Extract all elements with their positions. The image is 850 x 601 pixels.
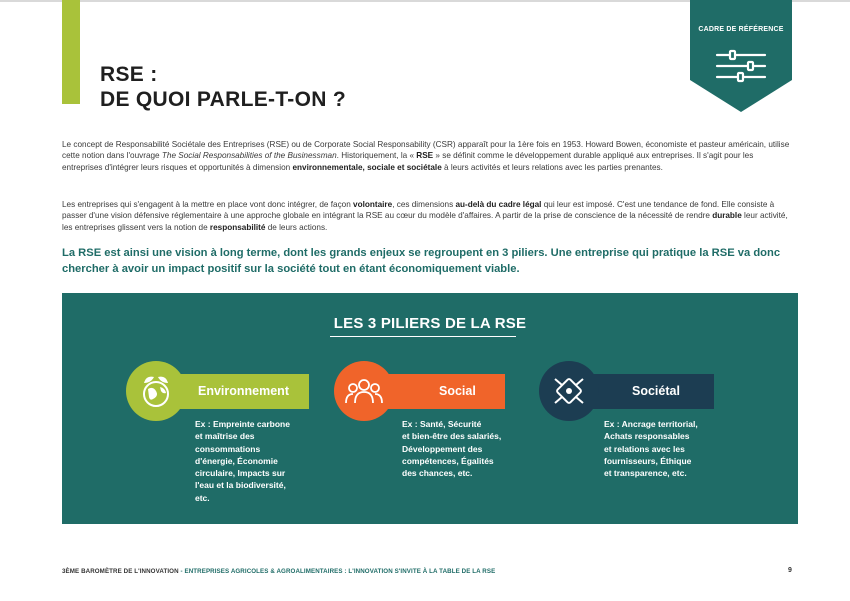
pillar-societal-desc: Ex : Ancrage territorial, Achats responsables et relations avec les fournisseurs, Éthique et transparence, etc. (604, 419, 698, 479)
intro-paragraph-2: Les entreprises qui s'engagent à la mettre en place vont donc intégrer, de façon volontaire, ces dimensions au-delà du cadre légal qui leur est imposé. C'est une tendance de fond. Elle consiste à passer d'une vision défensive réglementaire à une approche globale en intégrant la RSE au cœur du modèle d'affaires. A partir de la prise de conscience de la nécessité de rendre durable leur activité, les entreprises glissent vers la notion de responsabilité de leurs actions. (62, 200, 788, 232)
pillar-social-badge (334, 361, 394, 421)
pillars-title: LES 3 PILIERS DE LA RSE (333, 315, 527, 332)
page-number: 9 (788, 567, 792, 574)
footer-report-title: 3ÈME BAROMÈTRE DE L'INNOVATION (62, 568, 179, 575)
pillar-societal-label: Sociétal (632, 384, 680, 398)
intro-paragraph-1: Le concept de Responsabilité Sociétale des Entreprises (RSE) ou de Corporate Social Responsability (CSR) apparaît pour la 1ère fois en 1953. Howard Bowen, économiste et pasteur américain, utilise cette notion dans l'ouvrage The Social Responsabilities of the Businessman. Historiquement, la « RSE » se définit comme le développement durable appliqué aux entreprises. Il s'agit pour les entreprises d'intégrer leurs risques et opportunités à dimension environnementale, sociale et sociétale à leurs activités et leurs relations avec les parties prenantes. (62, 140, 790, 172)
page-title (100, 62, 346, 112)
pillar-social-label: Social (439, 384, 476, 398)
globe-leaves-icon (126, 361, 186, 421)
accent-bar (62, 0, 80, 104)
book-title: The Social Responsabilities of the Businessman (161, 151, 337, 161)
pillar-environnement-desc: Ex : Empreinte carbone et maîtrise des consommations d'énergie, Économie circulaire, Impacts sur l'eau et la biodiversité, etc. (195, 419, 290, 503)
pillar-environnement-badge (126, 361, 186, 421)
joined-hands-icon (539, 361, 599, 421)
badge-label: CADRE DE RÉFÉRENCE (698, 26, 784, 33)
title-line-1: RSE : (100, 63, 158, 86)
sliders-icon (690, 0, 792, 112)
reference-badge (690, 0, 792, 112)
footer: 3ÈME BAROMÈTRE DE L'INNOVATION - ENTREPRISES AGRICOLES & AGROALIMENTAIRES : L'INNOVATION S'INVITE À LA TABLE DE LA RSE (62, 568, 496, 575)
pillar-societal-badge (539, 361, 599, 421)
lead-statement: La RSE est ainsi une vision à long terme, dont les grands enjeux se regroupent en 3 piliers. Une entreprise qui pratique la RSE va donc chercher à avoir un impact positif sur la société tout en étant économiquement viable. (62, 247, 781, 275)
pillar-social-desc: Ex : Santé, Sécurité et bien-être des salariés, Développement des compétences, Égalités des chances, etc. (402, 419, 502, 479)
pillars-title-underline (330, 336, 516, 337)
pillars-panel (62, 293, 798, 524)
title-line-2: DE QUOI PARLE-T-ON ? (100, 88, 346, 111)
people-group-icon (334, 361, 394, 421)
footer-subtitle: ENTREPRISES AGRICOLES & AGROALIMENTAIRES : L'INNOVATION S'INVITE À LA TABLE DE LA RSE (184, 568, 496, 575)
pillar-environnement-label: Environnement (198, 384, 289, 398)
